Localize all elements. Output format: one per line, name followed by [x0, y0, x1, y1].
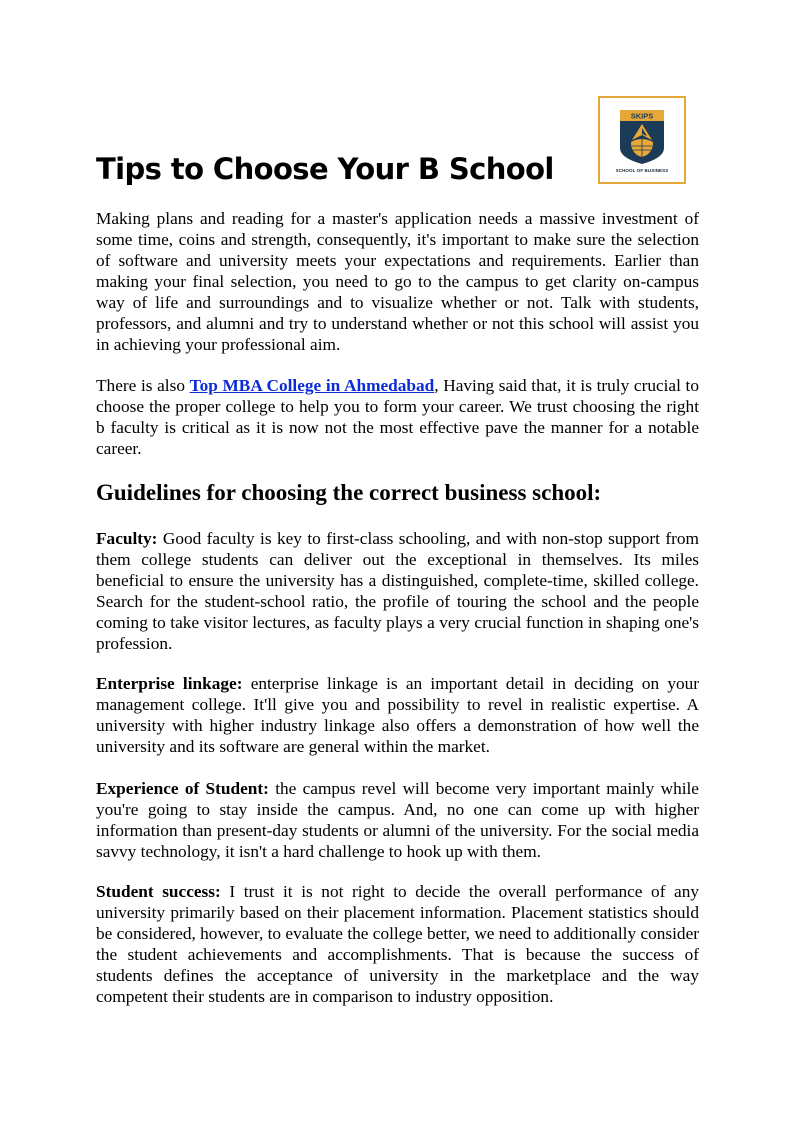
logo-caption: SCHOOL OF BUSINESS — [615, 168, 669, 173]
intro-paragraph-1: Making plans and reading for a master's application needs a massive investment of some time, coins and strength, consequently, it's important to make sure the selection of software and university meets your expectations and requirements. Earlier than making your final selection, you need to go to the campus to get clarity on-campus way of life and surroundings and to visualize whether or not. Talk with students, professors, and alumni and try to understand whether or not this school will assist you in achieving your professional aim. — [96, 209, 699, 354]
guideline-label: Experience of Student: — [96, 779, 269, 798]
intro-paragraph-2-before: There is also — [96, 376, 190, 395]
guideline-label: Enterprise linkage: — [96, 674, 243, 693]
intro-paragraph-2 — [96, 375, 699, 459]
top-mba-college-link[interactable]: Top MBA College in Ahmedabad — [189, 376, 435, 395]
page-title: Tips to Choose Your B School — [96, 152, 554, 186]
guideline-faculty — [96, 528, 699, 654]
guideline-experience-of-student — [96, 778, 699, 862]
guideline-text: enterprise linkage is an important detail in deciding on your management college. It'll give you and possibility to revel in realistic expertise. A university with higher industry linkage also offers a demonstration of how well the university and its software are general within the market. — [96, 674, 699, 756]
intro-paragraph-2-after: , Having said that, it is truly crucial to choose the proper college to help you to form your career. We trust choosing the right b faculty is critical as it is now not the most effective pave the manner for a notable career. — [96, 376, 700, 458]
guideline-label: Faculty: — [96, 529, 158, 548]
guideline-text: I trust it is not right to decide the overall performance of any university primarily based on their placement information. Placement statistics should be considered, however, to evaluate the college better, we need to additionally consider the student achievements and accomplishments. That is because the success of students defines the acceptance of university in the marketplace and the way competent their students are in comparison to industry opposition. — [96, 882, 699, 1006]
guideline-text: Good faculty is key to first-class schooling, and with non-stop support from them college students can deliver out the exceptional in themselves. Its miles beneficial to ensure the university has a distinguished, complete-time, skilled college. Search for the student-school ratio, the profile of touring the school and the people coming to take visitor lectures, as faculty plays a very crucial function in shaping one's profession. — [96, 529, 699, 653]
guideline-enterprise-linkage — [96, 673, 699, 757]
guidelines-heading: Guidelines for choosing the correct business school: — [96, 480, 602, 505]
guideline-label: Student success: — [96, 882, 221, 901]
guideline-text: the campus revel will become very important mainly while you're going to stay inside the campus. And, no one can come up with higher information than present-day students or alumni of the university. For the social media savvy technology, it isn't a hard challenge to hook up with them. — [96, 779, 699, 861]
guideline-student-success — [96, 881, 699, 1007]
svg-text:SKIPS: SKIPS — [630, 111, 654, 121]
skips-logo — [598, 96, 686, 184]
